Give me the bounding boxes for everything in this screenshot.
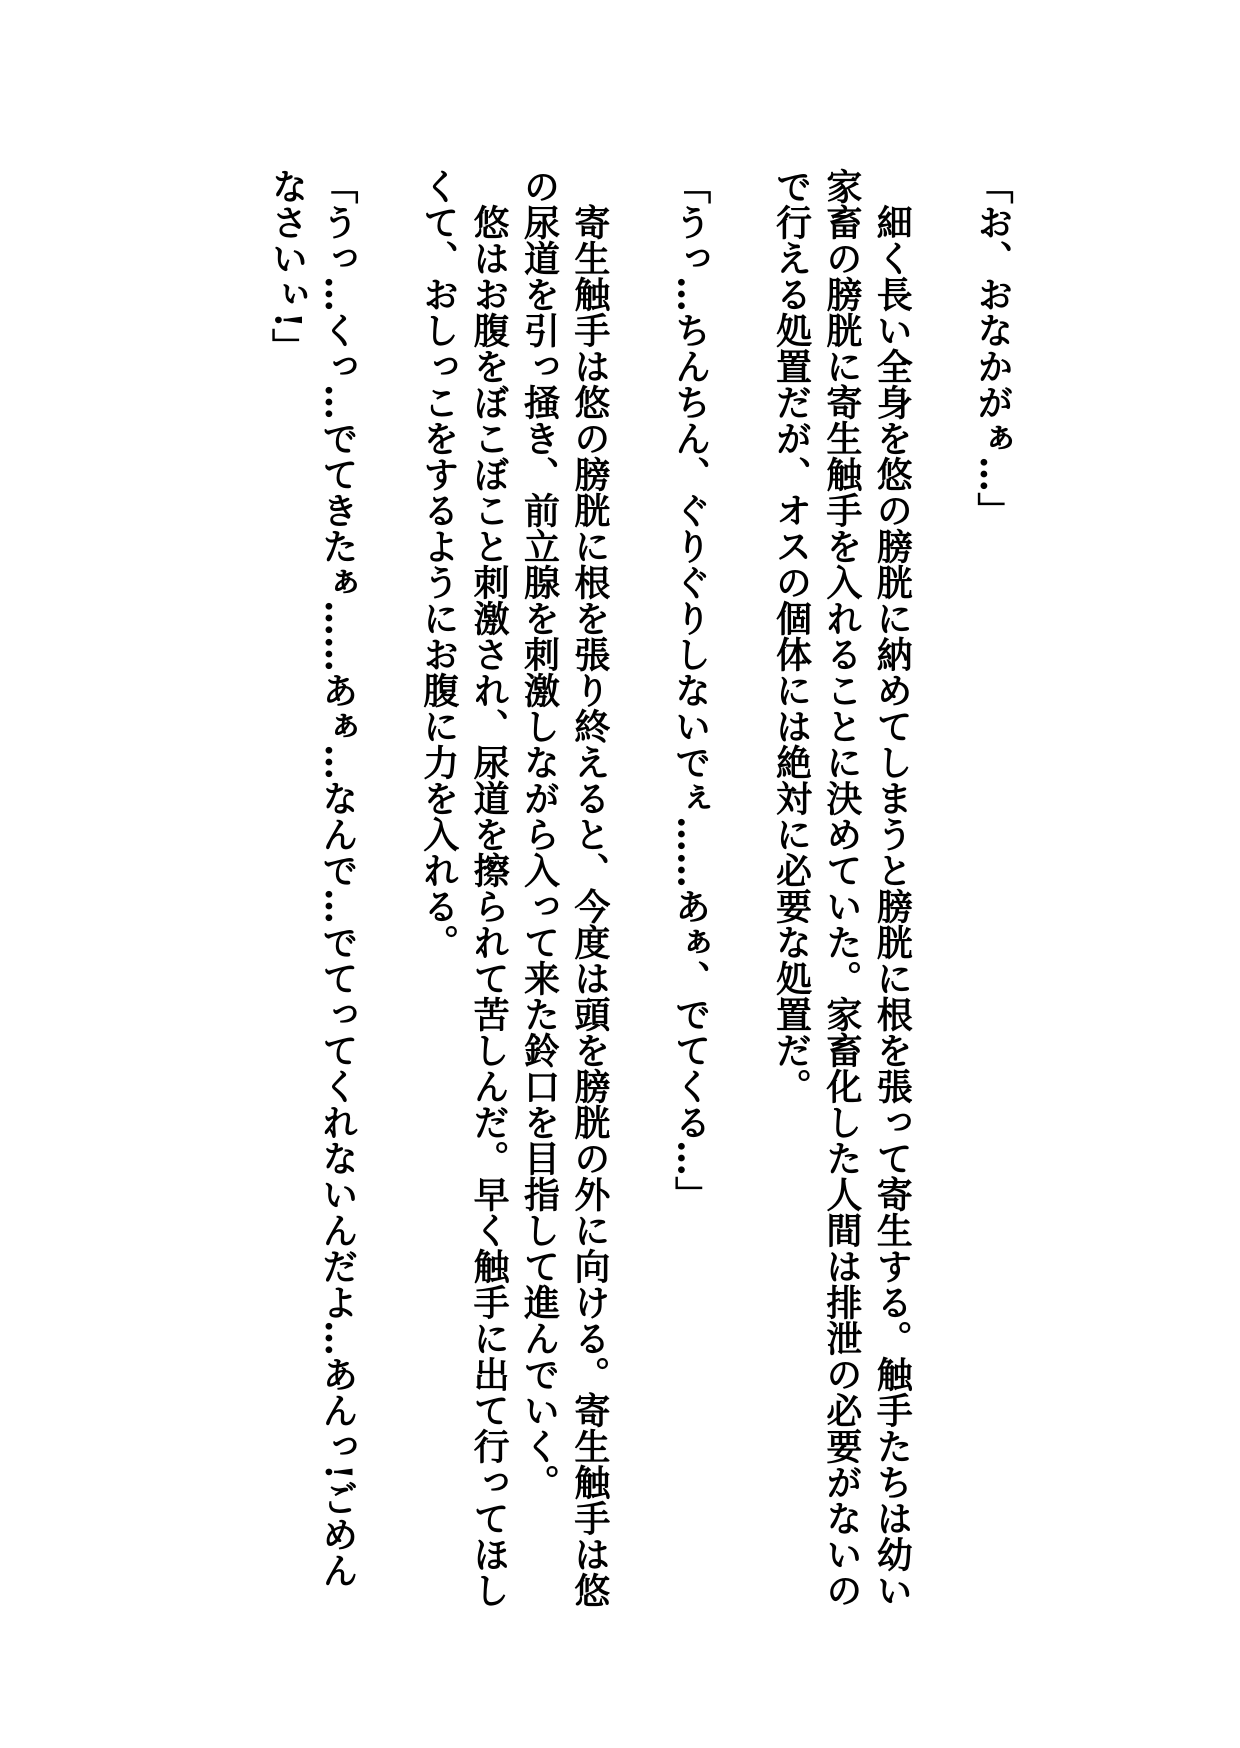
dialogue-paragraph-3: 「うっ…くっ…でてきたぁ……あぁ…なんで…でてってくれないんだよ…あんっ!ごめんなさいぃ!」 — [266, 168, 359, 1588]
dialogue-paragraph-2: 「うっ…ちんちん、ぐりぐりしないでぇ……あぁ、でてくる…」 — [669, 168, 712, 1212]
blank-line — [917, 168, 967, 1608]
narration-paragraph-2: 寄生触手は悠の膀胱に根を張り終えると、今度は頭を膀胱の外に向ける。寄生触手は悠の尿道を引っ掻き、前立腺を刺激しながら入って来た鈴口を目指して進んでいく。 — [518, 168, 611, 1608]
blank-line — [363, 168, 413, 1608]
dialogue-paragraph-1: 「お、おなかがぁ…」 — [972, 168, 1014, 528]
blank-line — [716, 168, 766, 1608]
narration-paragraph-1: 細く長い全身を悠の膀胱に納めてしまうと膀胱に根を張って寄生する。触手たちは幼い家畜の膀胱に寄生触手を入れることに決めていた。家畜化した人間は排泄の必要がないので行える処置だが、オスの個体には絶対に必要な処置だ。 — [770, 168, 914, 1608]
narration-paragraph-3: 悠はお腹をぼこぼこと刺激され、尿道を擦られて苦しんだ。早く触手に出て行ってほしくて、おしっこをするようにお腹に力を入れる。 — [417, 168, 511, 1608]
vertical-text-block — [262, 168, 1018, 1608]
blank-line — [615, 168, 665, 1608]
